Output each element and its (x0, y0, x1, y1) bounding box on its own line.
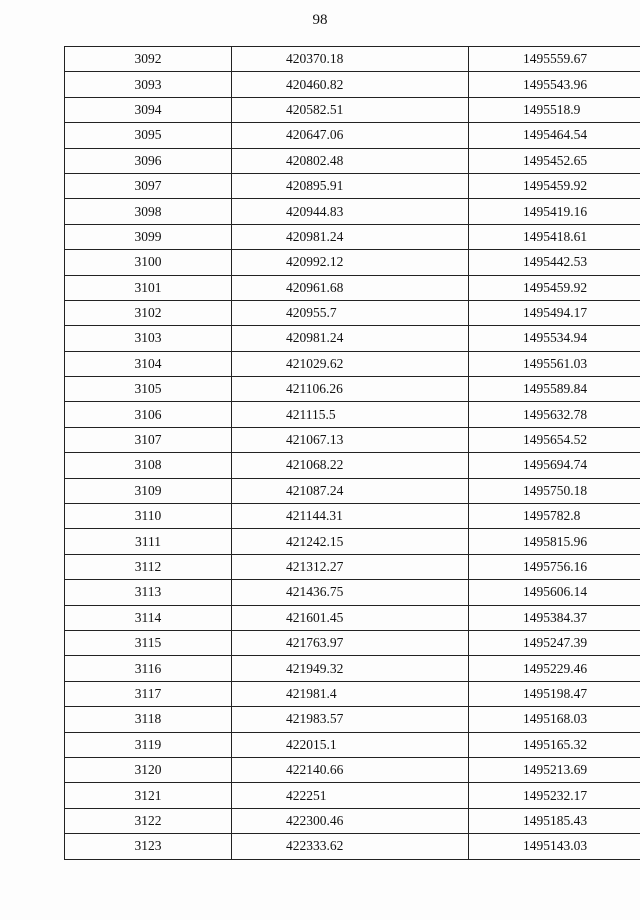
point-id-cell: 3093 (65, 72, 232, 97)
table-row (65, 224, 640, 249)
point-id-cell: 3102 (65, 300, 232, 325)
y-coordinate-cell: 1495198.47 (469, 681, 640, 706)
table-row (65, 300, 640, 325)
point-id-cell: 3113 (65, 580, 232, 605)
x-coordinate-cell: 422140.66 (232, 757, 469, 782)
table-row (65, 47, 640, 72)
table-row (65, 529, 640, 554)
y-coordinate-cell: 1495185.43 (469, 808, 640, 833)
x-coordinate-cell: 421242.15 (232, 529, 469, 554)
table-row (65, 427, 640, 452)
y-coordinate-cell: 1495561.03 (469, 351, 640, 376)
coordinate-table (64, 46, 640, 860)
y-coordinate-cell: 1495459.92 (469, 275, 640, 300)
table-row (65, 732, 640, 757)
table-row (65, 605, 640, 630)
y-coordinate-cell: 1495694.74 (469, 453, 640, 478)
table-row (65, 123, 640, 148)
x-coordinate-cell: 421763.97 (232, 630, 469, 655)
point-id-cell: 3100 (65, 250, 232, 275)
table-row (65, 72, 640, 97)
table-row (65, 783, 640, 808)
table-row (65, 402, 640, 427)
table-row (65, 97, 640, 122)
y-coordinate-cell: 1495815.96 (469, 529, 640, 554)
x-coordinate-cell: 420944.83 (232, 199, 469, 224)
y-coordinate-cell: 1495459.92 (469, 173, 640, 198)
table-row (65, 834, 640, 859)
x-coordinate-cell: 420992.12 (232, 250, 469, 275)
table-row (65, 808, 640, 833)
point-id-cell: 3123 (65, 834, 232, 859)
coordinate-table-body (65, 47, 640, 860)
point-id-cell: 3095 (65, 123, 232, 148)
y-coordinate-cell: 1495606.14 (469, 580, 640, 605)
point-id-cell: 3107 (65, 427, 232, 452)
x-coordinate-cell: 420647.06 (232, 123, 469, 148)
table-row (65, 250, 640, 275)
point-id-cell: 3114 (65, 605, 232, 630)
table-row (65, 504, 640, 529)
x-coordinate-cell: 420981.24 (232, 224, 469, 249)
point-id-cell: 3097 (65, 173, 232, 198)
table-row (65, 377, 640, 402)
x-coordinate-cell: 421068.22 (232, 453, 469, 478)
x-coordinate-cell: 421312.27 (232, 554, 469, 579)
point-id-cell: 3122 (65, 808, 232, 833)
x-coordinate-cell: 420895.91 (232, 173, 469, 198)
point-id-cell: 3108 (65, 453, 232, 478)
point-id-cell: 3094 (65, 97, 232, 122)
point-id-cell: 3119 (65, 732, 232, 757)
table-row (65, 326, 640, 351)
table-row (65, 148, 640, 173)
y-coordinate-cell: 1495654.52 (469, 427, 640, 452)
point-id-cell: 3120 (65, 757, 232, 782)
x-coordinate-cell: 421029.62 (232, 351, 469, 376)
x-coordinate-cell: 421436.75 (232, 580, 469, 605)
x-coordinate-cell: 420955.7 (232, 300, 469, 325)
x-coordinate-cell: 420582.51 (232, 97, 469, 122)
table-row (65, 656, 640, 681)
point-id-cell: 3117 (65, 681, 232, 706)
table-row (65, 681, 640, 706)
x-coordinate-cell: 421949.32 (232, 656, 469, 681)
x-coordinate-cell: 420961.68 (232, 275, 469, 300)
point-id-cell: 3105 (65, 377, 232, 402)
point-id-cell: 3103 (65, 326, 232, 351)
table-row (65, 707, 640, 732)
y-coordinate-cell: 1495750.18 (469, 478, 640, 503)
point-id-cell: 3121 (65, 783, 232, 808)
y-coordinate-cell: 1495229.46 (469, 656, 640, 681)
x-coordinate-cell: 421601.45 (232, 605, 469, 630)
y-coordinate-cell: 1495756.16 (469, 554, 640, 579)
y-coordinate-cell: 1495543.96 (469, 72, 640, 97)
point-id-cell: 3110 (65, 504, 232, 529)
point-id-cell: 3118 (65, 707, 232, 732)
y-coordinate-cell: 1495559.67 (469, 47, 640, 72)
y-coordinate-cell: 1495782.8 (469, 504, 640, 529)
y-coordinate-cell: 1495247.39 (469, 630, 640, 655)
y-coordinate-cell: 1495442.53 (469, 250, 640, 275)
y-coordinate-cell: 1495213.69 (469, 757, 640, 782)
x-coordinate-cell: 421115.5 (232, 402, 469, 427)
table-row (65, 757, 640, 782)
point-id-cell: 3109 (65, 478, 232, 503)
x-coordinate-cell: 422015.1 (232, 732, 469, 757)
x-coordinate-cell: 421067.13 (232, 427, 469, 452)
table-row (65, 173, 640, 198)
point-id-cell: 3092 (65, 47, 232, 72)
table-row (65, 478, 640, 503)
point-id-cell: 3116 (65, 656, 232, 681)
x-coordinate-cell: 421106.26 (232, 377, 469, 402)
table-row (65, 351, 640, 376)
y-coordinate-cell: 1495464.54 (469, 123, 640, 148)
point-id-cell: 3104 (65, 351, 232, 376)
x-coordinate-cell: 422251 (232, 783, 469, 808)
x-coordinate-cell: 421087.24 (232, 478, 469, 503)
y-coordinate-cell: 1495589.84 (469, 377, 640, 402)
point-id-cell: 3106 (65, 402, 232, 427)
table-row (65, 199, 640, 224)
y-coordinate-cell: 1495165.32 (469, 732, 640, 757)
y-coordinate-cell: 1495143.03 (469, 834, 640, 859)
y-coordinate-cell: 1495168.03 (469, 707, 640, 732)
y-coordinate-cell: 1495452.65 (469, 148, 640, 173)
point-id-cell: 3112 (65, 554, 232, 579)
point-id-cell: 3099 (65, 224, 232, 249)
y-coordinate-cell: 1495232.17 (469, 783, 640, 808)
x-coordinate-cell: 420981.24 (232, 326, 469, 351)
table-row (65, 275, 640, 300)
table-row (65, 580, 640, 605)
point-id-cell: 3098 (65, 199, 232, 224)
x-coordinate-cell: 420802.48 (232, 148, 469, 173)
table-row (65, 453, 640, 478)
page-number: 98 (312, 12, 328, 28)
point-id-cell: 3101 (65, 275, 232, 300)
x-coordinate-cell: 422300.46 (232, 808, 469, 833)
x-coordinate-cell: 421144.31 (232, 504, 469, 529)
point-id-cell: 3111 (65, 529, 232, 554)
x-coordinate-cell: 420370.18 (232, 47, 469, 72)
y-coordinate-cell: 1495419.16 (469, 199, 640, 224)
table-row (65, 630, 640, 655)
y-coordinate-cell: 1495632.78 (469, 402, 640, 427)
point-id-cell: 3115 (65, 630, 232, 655)
x-coordinate-cell: 421981.4 (232, 681, 469, 706)
y-coordinate-cell: 1495418.61 (469, 224, 640, 249)
x-coordinate-cell: 422333.62 (232, 834, 469, 859)
y-coordinate-cell: 1495534.94 (469, 326, 640, 351)
y-coordinate-cell: 1495518.9 (469, 97, 640, 122)
table-row (65, 554, 640, 579)
x-coordinate-cell: 420460.82 (232, 72, 469, 97)
x-coordinate-cell: 421983.57 (232, 707, 469, 732)
y-coordinate-cell: 1495494.17 (469, 300, 640, 325)
point-id-cell: 3096 (65, 148, 232, 173)
y-coordinate-cell: 1495384.37 (469, 605, 640, 630)
